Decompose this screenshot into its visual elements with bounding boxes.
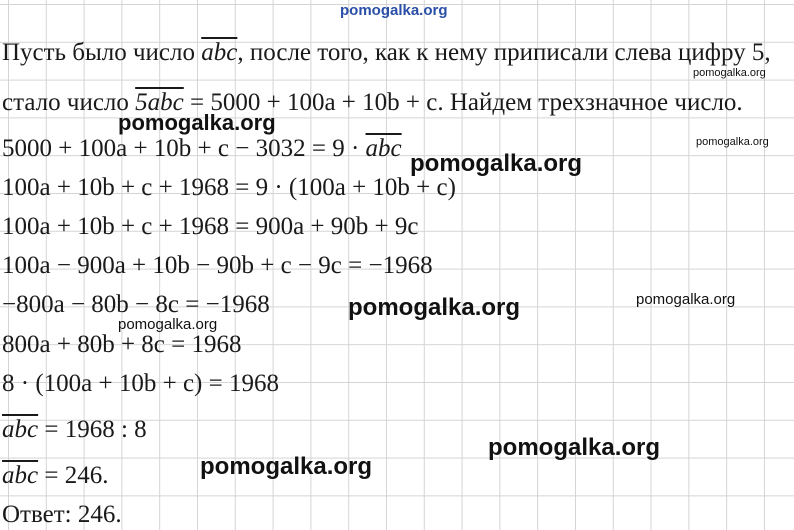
watermark-top[interactable]: pomogalka.org bbox=[340, 2, 448, 19]
watermark-3: pomogalka.org bbox=[696, 136, 769, 148]
answer-line: Ответ: 246. bbox=[2, 501, 122, 528]
watermark-9: pomogalka.org bbox=[200, 453, 373, 480]
equation-line-11 bbox=[2, 461, 108, 491]
overlined-number: 5abc bbox=[135, 89, 184, 116]
watermark-5: pomogalka.org bbox=[636, 291, 736, 308]
watermark-4: pomogalka.org bbox=[410, 150, 583, 177]
equation-line-6: 100a − 900a + 10b − 90b + c − 9c = −1968 bbox=[2, 252, 433, 279]
equation-line-7: −800a − 80b − 8c = −1968 bbox=[2, 291, 270, 318]
equation-segment: 5000 + 100a + 10b + c − 3032 = 9 · bbox=[2, 135, 366, 162]
watermark-7: pomogalka.org bbox=[118, 316, 218, 333]
equation-line-4: 100a + 10b + c + 1968 = 9 · (100a + 10b + c) bbox=[2, 174, 456, 201]
equation-line-8: 800a + 80b + 8c = 1968 bbox=[2, 331, 242, 358]
watermark-6: pomogalka.org bbox=[348, 294, 521, 321]
equation-line-3 bbox=[2, 134, 402, 164]
text-line-1 bbox=[2, 38, 771, 68]
text-line-2 bbox=[2, 88, 743, 118]
text-segment: Пусть было число bbox=[2, 39, 202, 66]
text-segment: = 5000 + 100a + 10b + c. Найдем трехзначное число. bbox=[183, 89, 743, 116]
equation-segment: = 246. bbox=[38, 462, 109, 489]
overlined-number: $\overline{abc}$ bbox=[2, 462, 39, 489]
equation-line-9: 8 · (100a + 10b + c) = 1968 bbox=[2, 370, 279, 397]
equation-segment: = 1968 : 8 bbox=[38, 416, 147, 443]
equation-line-5: 100a + 10b + c + 1968 = 900a + 90b + 9c bbox=[2, 213, 419, 240]
text-segment: стало число bbox=[2, 89, 136, 116]
watermark-8: pomogalka.org bbox=[488, 434, 661, 461]
text-segment: , после того, как к нему приписали слева цифру 5, bbox=[237, 39, 771, 66]
watermark-2: pomogalka.org bbox=[118, 110, 276, 135]
equation-line-10 bbox=[2, 415, 147, 445]
overlined-number: $\overline{abc}$ bbox=[201, 39, 238, 66]
watermark-1: pomogalka.org bbox=[693, 67, 766, 79]
overlined-number: $\overline{abc}$ bbox=[365, 135, 402, 162]
overlined-number: $\overline{abc}$ bbox=[2, 416, 39, 443]
